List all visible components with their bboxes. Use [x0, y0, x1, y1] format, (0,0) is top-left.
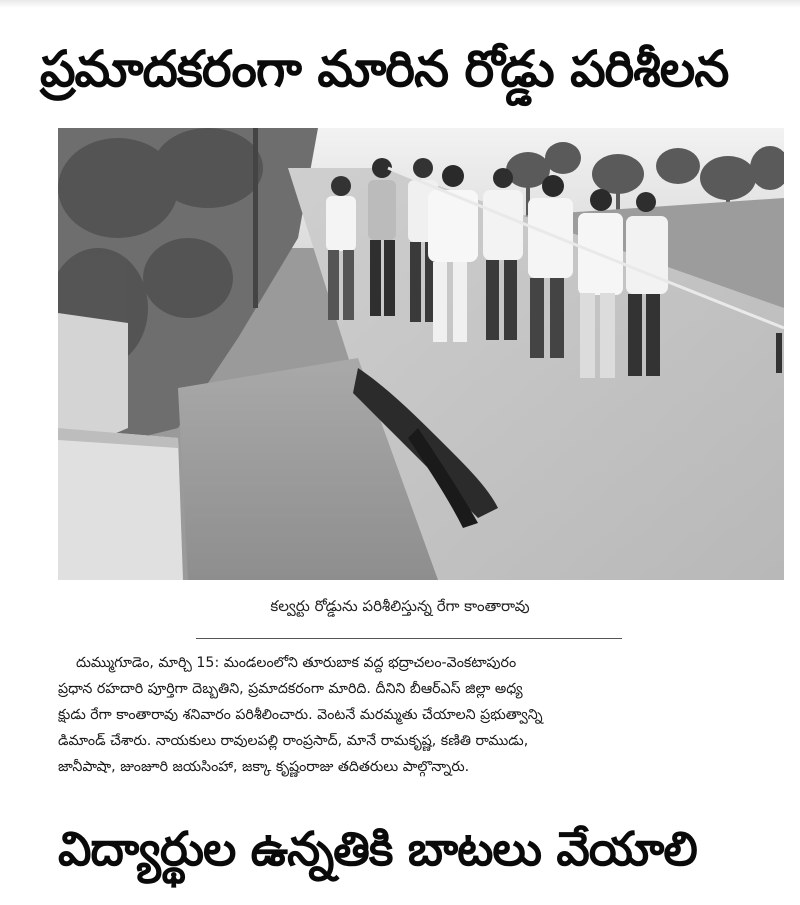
next-article-headline: విద్యార్థుల ఉన్నతికి బాటలు వేయాలి	[58, 822, 697, 877]
article-headline: ప్రమాదకరంగా మారిన రోడ్డు పరిశీలన	[40, 40, 729, 98]
top-edge	[0, 0, 800, 8]
article-photo	[58, 128, 784, 580]
body-line-2: ప్రధాన రహదారి పూర్తిగా దెబ్బతిని, ప్రమాదకరంగా మారిది. దీనిని బీఆర్ఎస్ జిల్లా అధ్య	[58, 681, 523, 697]
photo-caption: కల్వర్టు రోడ్డును పరిశీలిస్తున్న రేగా కాంతారావు	[270, 597, 530, 615]
body-line-3: క్షుడు రేగా కాంతారావు శనివారం పరిశీలించారు. వెంటనే మరమ్మతు చేయాలని ప్రభుత్వాన్ని	[58, 707, 543, 723]
body-line-5: జానీపాషా, జుంజూరి జయసింహా, జక్కా కృష్ణంరాజు తదితరులు పాల్గొన్నారు.	[58, 759, 470, 775]
body-line-1: దుమ్ముగూడెం, మార్చి 15: మండలంలోని తూరుబాక వద్ద భద్రాచలం-వెంకటాపురం	[76, 655, 517, 671]
body-line-4: డిమాండ్ చేశారు. నాయకులు రావులపల్లి రాంప్రసాద్, మానే రామకృష్ణ, కణితి రాముడు,	[58, 733, 529, 749]
road-inspection-photo	[58, 128, 784, 580]
article-body	[58, 650, 784, 780]
caption-divider	[196, 638, 622, 639]
